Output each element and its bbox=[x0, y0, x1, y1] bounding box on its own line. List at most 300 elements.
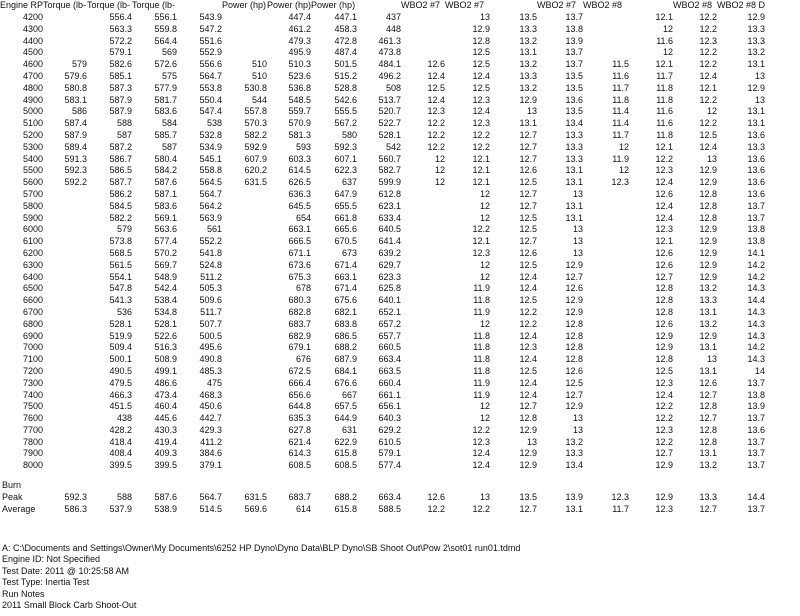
value-cell: 556.1 bbox=[154, 12, 178, 22]
value-cell: 12.4 bbox=[472, 460, 491, 471]
value-cell: 13.6 bbox=[747, 188, 766, 199]
value-cell: 608.5 bbox=[334, 460, 358, 471]
value-cell: 12 bbox=[480, 271, 491, 282]
value-cell bbox=[222, 189, 267, 201]
value-cell: 379.1 bbox=[199, 460, 223, 471]
value-cell: 447.1 bbox=[334, 12, 358, 22]
value-cell: 14.3 bbox=[747, 283, 766, 294]
rpm-cell: 6500 bbox=[23, 283, 44, 294]
value-cell: 13 bbox=[573, 236, 584, 247]
summary-value bbox=[401, 480, 445, 492]
value-cell: 12 bbox=[619, 141, 630, 152]
value-cell: 12.4 bbox=[655, 200, 674, 211]
value-cell bbox=[583, 272, 629, 284]
value-cell: 528.1 bbox=[378, 129, 402, 140]
value-cell: 553.8 bbox=[199, 82, 223, 93]
value-cell: 13.4 bbox=[565, 118, 584, 129]
value-cell: 461.2 bbox=[288, 23, 312, 34]
value-cell: 665.6 bbox=[334, 224, 358, 235]
rpm-cell: 5200 bbox=[23, 129, 44, 140]
rpm-cell: 6400 bbox=[23, 271, 44, 282]
rpm-cell: 8000 bbox=[23, 460, 44, 471]
summary-value: 688.2 bbox=[334, 491, 358, 502]
value-cell: 11.8 bbox=[473, 354, 491, 365]
table-row bbox=[0, 331, 765, 343]
summary-row bbox=[0, 492, 765, 504]
table-row bbox=[0, 378, 765, 390]
value-cell: 460.4 bbox=[154, 401, 178, 412]
table-row bbox=[0, 425, 765, 437]
column-header: WBO2 #8 bbox=[583, 0, 623, 11]
rpm-cell: 6700 bbox=[23, 306, 44, 317]
value-cell: 496.2 bbox=[378, 70, 402, 81]
value-cell: 563.6 bbox=[154, 224, 178, 235]
value-cell: 667 bbox=[342, 389, 358, 400]
value-cell: 12.9 bbox=[699, 165, 718, 176]
table-row bbox=[0, 401, 765, 413]
value-cell: 12.4 bbox=[519, 330, 538, 341]
value-cell: 13.1 bbox=[699, 365, 718, 376]
value-cell: 647.9 bbox=[334, 188, 358, 199]
value-cell: 629.7 bbox=[378, 259, 402, 270]
value-cell: 543.9 bbox=[199, 12, 223, 22]
value-cell: 588 bbox=[117, 118, 133, 129]
value-cell: 585.7 bbox=[154, 129, 178, 140]
table-row bbox=[0, 248, 765, 260]
table-row bbox=[0, 59, 765, 71]
value-cell: 429.3 bbox=[199, 424, 223, 435]
value-cell bbox=[401, 36, 445, 48]
table-row bbox=[0, 24, 765, 36]
value-cell: 586.5 bbox=[109, 165, 133, 176]
value-cell: 682.1 bbox=[334, 306, 358, 317]
value-cell bbox=[222, 354, 267, 366]
value-cell: 13.2 bbox=[699, 318, 718, 329]
value-cell bbox=[401, 437, 445, 449]
value-cell bbox=[222, 12, 267, 24]
value-cell: 587.9 bbox=[109, 106, 133, 117]
summary-value bbox=[177, 480, 222, 492]
value-cell: 631 bbox=[342, 424, 358, 435]
summary-value bbox=[537, 480, 583, 492]
value-cell: 13.3 bbox=[519, 23, 538, 34]
value-cell: 11.8 bbox=[612, 94, 630, 105]
table-row bbox=[0, 142, 765, 154]
value-cell: 12 bbox=[707, 106, 718, 117]
value-cell bbox=[43, 401, 87, 413]
value-cell: 675.3 bbox=[288, 271, 312, 282]
value-cell: 12.1 bbox=[655, 236, 674, 247]
value-cell bbox=[43, 47, 87, 59]
value-cell: 615.8 bbox=[334, 448, 358, 459]
summary-value: 588 bbox=[117, 491, 133, 502]
value-cell: 13.2 bbox=[699, 460, 718, 471]
value-cell: 12.1 bbox=[699, 82, 718, 93]
value-cell: 607.9 bbox=[244, 153, 268, 164]
value-cell: 508.9 bbox=[154, 354, 178, 365]
value-cell: 564.4 bbox=[154, 35, 178, 46]
value-cell: 564.7 bbox=[199, 188, 223, 199]
value-cell: 673 bbox=[342, 247, 358, 258]
value-cell: 12.3 bbox=[611, 177, 630, 188]
value-cell: 592.3 bbox=[334, 141, 358, 152]
rpm-cell: 6800 bbox=[23, 318, 44, 329]
value-cell: 563.9 bbox=[199, 212, 223, 223]
summary-value: 12.2 bbox=[472, 503, 491, 514]
value-cell bbox=[583, 12, 629, 24]
summary-value bbox=[87, 480, 132, 492]
value-cell: 572.2 bbox=[109, 35, 133, 46]
value-cell: 13.1 bbox=[565, 165, 584, 176]
summary-value: 683.7 bbox=[288, 491, 312, 502]
value-cell bbox=[222, 390, 267, 402]
value-cell: 13.3 bbox=[699, 295, 718, 306]
run-notes: Run Notes bbox=[2, 588, 45, 599]
value-cell: 12.6 bbox=[655, 188, 674, 199]
value-cell: 12.7 bbox=[655, 271, 674, 282]
value-cell bbox=[583, 248, 629, 260]
value-cell: 12.8 bbox=[519, 413, 538, 424]
value-cell: 12.8 bbox=[655, 295, 674, 306]
value-cell: 399.5 bbox=[109, 460, 133, 471]
value-cell: 637 bbox=[342, 177, 358, 188]
value-cell: 671.1 bbox=[288, 247, 312, 258]
summary-value bbox=[267, 480, 311, 492]
value-cell: 610.5 bbox=[378, 436, 402, 447]
value-cell: 11.8 bbox=[656, 94, 674, 105]
value-cell bbox=[583, 213, 629, 225]
value-cell: 575 bbox=[162, 70, 178, 81]
value-cell bbox=[222, 272, 267, 284]
value-cell bbox=[222, 283, 267, 295]
value-cell: 581.3 bbox=[288, 129, 312, 140]
rpm-cell: 7000 bbox=[23, 342, 44, 353]
value-cell: 500.1 bbox=[109, 354, 133, 365]
value-cell: 12.3 bbox=[655, 165, 674, 176]
value-cell: 11.6 bbox=[656, 118, 674, 129]
value-cell bbox=[222, 47, 267, 59]
value-cell: 12.8 bbox=[565, 330, 584, 341]
value-cell bbox=[43, 224, 87, 236]
summary-label: Burn bbox=[2, 480, 22, 491]
value-cell: 675.6 bbox=[334, 295, 358, 306]
value-cell: 12.6 bbox=[565, 365, 584, 376]
value-cell: 499.1 bbox=[154, 365, 178, 376]
value-cell bbox=[43, 425, 87, 437]
value-cell: 13.1 bbox=[565, 212, 584, 223]
value-cell: 13.7 bbox=[747, 448, 766, 459]
value-cell: 12.4 bbox=[472, 106, 491, 117]
value-cell: 12.5 bbox=[427, 82, 446, 93]
rpm-cell: 6600 bbox=[23, 295, 44, 306]
value-cell: 586.7 bbox=[109, 153, 133, 164]
value-cell: 11.9 bbox=[473, 377, 491, 388]
value-cell: 12.7 bbox=[699, 389, 718, 400]
value-cell: 12.8 bbox=[699, 401, 718, 412]
value-cell bbox=[43, 437, 87, 449]
value-cell: 614.3 bbox=[288, 448, 312, 459]
value-cell: 13.1 bbox=[747, 106, 766, 117]
table-row bbox=[0, 295, 765, 307]
value-cell: 534.9 bbox=[199, 141, 223, 152]
table-row bbox=[0, 366, 765, 378]
value-cell: 12.1 bbox=[655, 59, 674, 70]
rpm-cell: 5000 bbox=[23, 106, 44, 117]
value-cell: 12.8 bbox=[565, 354, 584, 365]
value-cell: 13.6 bbox=[747, 165, 766, 176]
value-cell: 11.4 bbox=[612, 106, 630, 117]
value-cell: 12.5 bbox=[472, 47, 491, 58]
value-cell: 500.5 bbox=[199, 330, 223, 341]
summary-value: 588.5 bbox=[378, 503, 402, 514]
value-cell: 623.1 bbox=[378, 200, 402, 211]
summary-label: Peak bbox=[2, 491, 23, 502]
value-cell: 12.8 bbox=[472, 35, 491, 46]
value-cell: 473.8 bbox=[378, 47, 402, 58]
value-cell: 430.3 bbox=[154, 424, 178, 435]
value-cell: 639.2 bbox=[378, 247, 402, 258]
value-cell: 625.8 bbox=[378, 283, 402, 294]
value-cell: 11.8 bbox=[656, 82, 674, 93]
value-cell: 442.7 bbox=[199, 413, 223, 424]
value-cell: 13.7 bbox=[565, 47, 584, 58]
value-cell: 13 bbox=[573, 413, 584, 424]
value-cell: 11.6 bbox=[612, 70, 630, 81]
value-cell bbox=[222, 460, 267, 472]
value-cell bbox=[222, 236, 267, 248]
value-cell: 13.1 bbox=[565, 200, 584, 211]
column-header: WBO2 #7 bbox=[401, 0, 441, 11]
value-cell: 12.9 bbox=[747, 12, 766, 22]
value-cell: 12.8 bbox=[565, 318, 584, 329]
value-cell: 13.3 bbox=[747, 35, 766, 46]
value-cell: 547.4 bbox=[199, 106, 223, 117]
column-header: Torque (lb- bbox=[132, 0, 176, 11]
file-path: A: C:\Documents and Settings\Owner\My Documents\6252 HP Dyno\Dyno Data\BLP Dyno\SB Shoot Out\Pow 2\sot01 run01.tdmd bbox=[2, 543, 521, 553]
value-cell: 682.9 bbox=[288, 330, 312, 341]
value-cell: 12.2 bbox=[519, 306, 538, 317]
value-cell: 12.5 bbox=[519, 365, 538, 376]
value-cell: 13.7 bbox=[747, 212, 766, 223]
value-cell: 586.2 bbox=[109, 188, 133, 199]
value-cell: 635.3 bbox=[288, 413, 312, 424]
value-cell bbox=[222, 307, 267, 319]
value-cell bbox=[43, 236, 87, 248]
value-cell: 12.4 bbox=[699, 141, 718, 152]
value-cell: 568.5 bbox=[109, 247, 133, 258]
value-cell: 666.5 bbox=[288, 236, 312, 247]
value-cell: 12.9 bbox=[565, 295, 584, 306]
value-cell: 12 bbox=[480, 318, 491, 329]
value-cell bbox=[222, 201, 267, 213]
value-cell: 12.6 bbox=[655, 318, 674, 329]
value-cell: 585.1 bbox=[109, 70, 133, 81]
value-cell: 12.9 bbox=[565, 259, 584, 270]
value-cell: 13.9 bbox=[747, 401, 766, 412]
value-cell: 510 bbox=[252, 70, 268, 81]
summary-value: 13.5 bbox=[519, 491, 538, 502]
rpm-cell: 5400 bbox=[23, 153, 44, 164]
value-cell: 672.5 bbox=[288, 365, 312, 376]
rpm-cell: 7500 bbox=[23, 401, 44, 412]
value-cell bbox=[583, 24, 629, 36]
value-cell: 12.8 bbox=[655, 283, 674, 294]
value-cell: 11.9 bbox=[473, 389, 491, 400]
value-cell: 684.1 bbox=[334, 365, 358, 376]
value-cell bbox=[401, 260, 445, 272]
value-cell: 12.5 bbox=[472, 59, 491, 70]
summary-value: 564.7 bbox=[199, 491, 223, 502]
rpm-cell: 7200 bbox=[23, 365, 44, 376]
value-cell bbox=[583, 201, 629, 213]
value-cell: 564.2 bbox=[199, 200, 223, 211]
value-cell: 11.7 bbox=[656, 70, 674, 81]
value-cell bbox=[43, 12, 87, 24]
value-cell: 592.9 bbox=[244, 141, 268, 152]
value-cell: 579.1 bbox=[109, 47, 133, 58]
value-cell bbox=[222, 413, 267, 425]
value-cell: 538 bbox=[207, 118, 223, 129]
value-cell bbox=[222, 248, 267, 260]
value-cell: 12.1 bbox=[655, 141, 674, 152]
table-row bbox=[0, 236, 765, 248]
value-cell: 12.5 bbox=[565, 377, 584, 388]
value-cell: 479.5 bbox=[109, 377, 133, 388]
value-cell: 12.9 bbox=[699, 247, 718, 258]
value-cell: 13 bbox=[755, 94, 766, 105]
rpm-cell: 5500 bbox=[23, 165, 44, 176]
value-cell: 581.7 bbox=[154, 94, 178, 105]
value-cell bbox=[43, 248, 87, 260]
column-header: WBO2 #7 bbox=[537, 0, 577, 11]
value-cell: 11.8 bbox=[473, 365, 491, 376]
value-cell: 511.7 bbox=[200, 306, 223, 317]
value-cell: 592.3 bbox=[64, 165, 88, 176]
value-cell: 541.3 bbox=[109, 295, 133, 306]
value-cell bbox=[583, 331, 629, 343]
value-cell: 579.1 bbox=[378, 448, 402, 459]
summary-value bbox=[132, 480, 177, 492]
value-cell: 12.9 bbox=[655, 330, 674, 341]
value-cell: 12.4 bbox=[519, 283, 538, 294]
value-cell: 12.5 bbox=[519, 212, 538, 223]
value-cell: 12.7 bbox=[519, 236, 538, 247]
value-cell: 13.7 bbox=[565, 59, 584, 70]
summary-value bbox=[445, 480, 490, 492]
column-header: Torque (lb- bbox=[87, 0, 131, 11]
value-cell: 12.9 bbox=[519, 448, 538, 459]
value-cell: 12.4 bbox=[655, 212, 674, 223]
summary-value: 514.5 bbox=[199, 503, 223, 514]
value-cell: 13.3 bbox=[519, 70, 538, 81]
rpm-cell: 4800 bbox=[23, 82, 44, 93]
rpm-cell: 6900 bbox=[23, 330, 44, 341]
value-cell bbox=[401, 272, 445, 284]
value-cell: 13.1 bbox=[699, 342, 718, 353]
value-cell: 490.8 bbox=[199, 354, 223, 365]
value-cell: 12.9 bbox=[699, 236, 718, 247]
value-cell: 12.2 bbox=[427, 118, 446, 129]
value-cell: 12.9 bbox=[699, 224, 718, 235]
value-cell: 12.9 bbox=[519, 460, 538, 471]
value-cell: 589.4 bbox=[64, 141, 88, 152]
value-cell: 458.3 bbox=[334, 23, 358, 34]
value-cell: 515.2 bbox=[334, 70, 358, 81]
value-cell: 13.2 bbox=[699, 283, 718, 294]
table-row bbox=[0, 260, 765, 272]
value-cell: 12 bbox=[480, 188, 491, 199]
value-cell: 14.2 bbox=[747, 342, 766, 353]
value-cell: 486.6 bbox=[154, 377, 178, 388]
value-cell: 12.6 bbox=[655, 259, 674, 270]
value-cell: 13.7 bbox=[747, 436, 766, 447]
value-cell: 13.6 bbox=[747, 424, 766, 435]
value-cell: 536 bbox=[117, 306, 133, 317]
value-cell: 11.9 bbox=[473, 283, 491, 294]
value-cell: 11.9 bbox=[612, 153, 630, 164]
value-cell bbox=[401, 307, 445, 319]
value-cell: 511.2 bbox=[200, 271, 223, 282]
value-cell: 652.1 bbox=[378, 306, 402, 317]
value-cell: 12.3 bbox=[519, 342, 538, 353]
rpm-cell: 4700 bbox=[23, 70, 44, 81]
value-cell: 640.5 bbox=[378, 224, 402, 235]
value-cell: 12.2 bbox=[699, 23, 718, 34]
engine-id: Engine ID: Not Specified bbox=[2, 554, 101, 565]
value-cell: 688.2 bbox=[334, 342, 358, 353]
summary-value: 12.2 bbox=[427, 503, 446, 514]
value-cell: 687.9 bbox=[334, 354, 358, 365]
value-cell: 11.8 bbox=[473, 330, 491, 341]
value-cell: 12.7 bbox=[565, 271, 584, 282]
value-cell: 593 bbox=[296, 141, 312, 152]
value-cell bbox=[583, 36, 629, 48]
value-cell: 12.7 bbox=[519, 153, 538, 164]
table-row bbox=[0, 342, 765, 354]
value-cell: 12.4 bbox=[519, 354, 538, 365]
rpm-cell: 5100 bbox=[23, 118, 44, 129]
value-cell: 559.8 bbox=[154, 23, 178, 34]
value-cell: 450.6 bbox=[199, 401, 223, 412]
table-row bbox=[0, 448, 765, 460]
value-cell: 12.1 bbox=[472, 236, 491, 247]
value-cell: 629.2 bbox=[378, 424, 402, 435]
value-cell: 12.7 bbox=[519, 401, 538, 412]
value-cell: 510 bbox=[252, 59, 268, 70]
value-cell: 12.7 bbox=[519, 188, 538, 199]
value-cell: 12 bbox=[435, 177, 446, 188]
value-cell: 12.9 bbox=[565, 306, 584, 317]
value-cell: 645.5 bbox=[288, 200, 312, 211]
rpm-cell: 6000 bbox=[23, 224, 44, 235]
value-cell bbox=[222, 36, 267, 48]
value-cell: 577.4 bbox=[378, 460, 402, 471]
value-cell: 12.5 bbox=[519, 177, 538, 188]
summary-value bbox=[629, 480, 673, 492]
value-cell bbox=[401, 283, 445, 295]
summary-row bbox=[0, 480, 765, 492]
value-cell: 657.2 bbox=[378, 318, 402, 329]
value-cell: 12.8 bbox=[655, 354, 674, 365]
value-cell bbox=[401, 189, 445, 201]
value-cell: 12.2 bbox=[427, 141, 446, 152]
value-cell: 569.7 bbox=[154, 259, 178, 270]
value-cell: 461.3 bbox=[378, 35, 402, 46]
value-cell bbox=[583, 260, 629, 272]
value-cell bbox=[583, 390, 629, 402]
value-cell: 484.1 bbox=[378, 59, 402, 70]
rpm-cell: 7300 bbox=[23, 377, 44, 388]
